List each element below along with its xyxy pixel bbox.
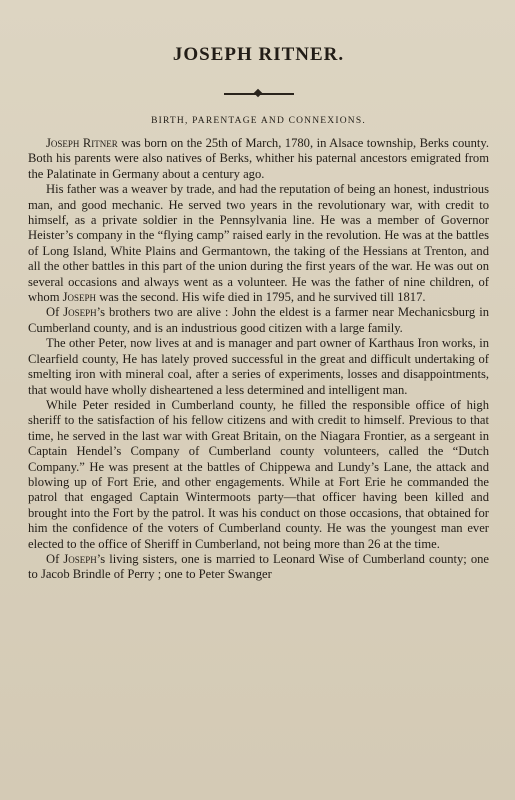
- body-paragraph: [28, 552, 489, 583]
- body-paragraph: [28, 136, 489, 182]
- paragraph-text: Of: [46, 551, 64, 566]
- small-caps-name: Joseph: [63, 551, 97, 566]
- paragraph-text: was born on the 25th of March, 1780, in Alsace township, Berks county. Both his parents were also natives of Berks, whither his paternal ancestors emigrated from the Palatinate in Germany about a century ago.: [28, 136, 490, 181]
- small-caps-name: Joseph: [63, 305, 97, 320]
- page-title: JOSEPH RITNER.: [172, 44, 345, 65]
- title-rule-ornament: [224, 89, 294, 99]
- small-caps-name: Joseph: [62, 290, 97, 305]
- body-text: [28, 136, 489, 583]
- paragraph-text: ’s brothers two are alive : John the eldest is a farmer near Mechanicsburg in Cumberland county, and is an industrious good citizen with a large family.: [28, 305, 489, 335]
- paragraph-text: ’s living sisters, one is married to Leonard Wise of Cumberland county; one to Jacob Brindle of Perry ; one to Peter Swanger: [28, 551, 490, 582]
- small-caps-name: Joseph Ritner: [46, 136, 118, 150]
- paragraph-text: The other Peter, now lives at and is manager and part owner of Karthaus Iron works, in Clearfield county, He has lately proved successful in the great and difficult undertaking of smelting iron with mineral coal, after a series of experiments, losses and disappointments, that would have wholly disheartened a less determined and intelligent man.: [28, 336, 489, 397]
- body-paragraph: [28, 336, 489, 398]
- body-paragraph: [28, 398, 489, 552]
- paragraph-text: While Peter resided in Cumberland county, he filled the responsible office of high sheriff to the satisfaction of his fellow citizens and with credit to himself. Previous to that time, he served in the last war with Great Britain, on the Niagara Frontier, as a sergeant in Captain Hendel’s Company of Cumberland county volunteers, called the “Dutch Company.” He was present at the battles of Chippewa and Lundy’s Lane, the attack and blowing up of Fort Erie, and other engagements. While at Fort Erie he commanded the patrol that engaged Captain Wintermoots party—that officer having been killed and brought into the Fort by the patrol. It was his conduct on those occasions, that obtained for him the confidence of the voters of Cumberland county. He was the youngest man ever elected to the office of Sheriff in Cumberland, not being more than 26 at the time.: [28, 397, 489, 551]
- body-paragraph: [28, 305, 489, 336]
- paragraph-text: was the second. His wife died in 1795, and he survived till 1817.: [96, 290, 426, 305]
- ornament-diamond: [253, 89, 261, 97]
- paragraph-text: Of: [46, 305, 64, 320]
- section-heading: BIRTH, PARENTAGE AND CONNEXIONS.: [151, 116, 366, 126]
- paragraph-text: His father was a weaver by trade, and had the reputation of being an honest, industrious man, and good mechanic. He served two years in the revolutionary war, with credit to himself, as a private soldier in the Pennsylvania line. He was a member of Governor Heister’s company in the “flying camp” raised early in the revolution. He was at the battles of Long Island, White Plains and Germantown, the taking of the Hessians at Trenton, and all the other battles in this part of the union during the first years of the war. He was out on several occasions and always went as a volunteer. He was the father of nine children, of whom: [28, 182, 489, 305]
- body-paragraph: [28, 182, 489, 305]
